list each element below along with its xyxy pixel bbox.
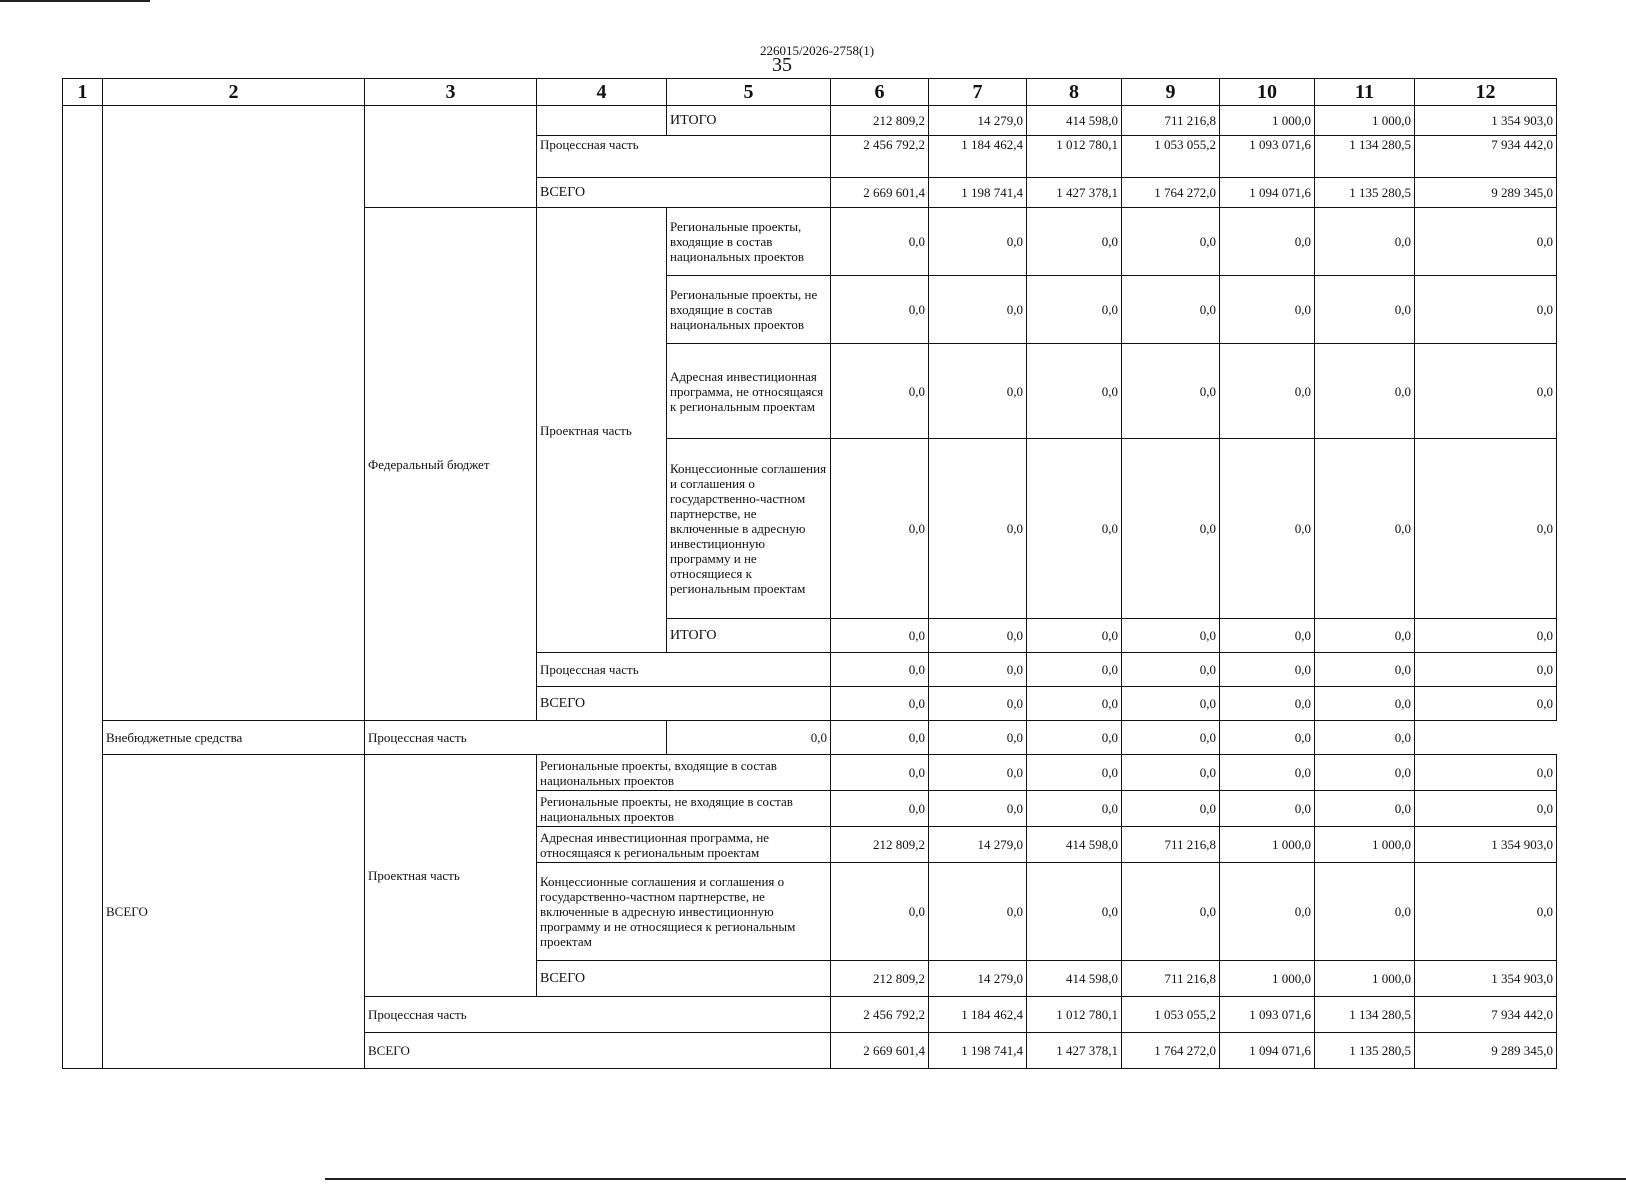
value-cell: 1 135 280,5 xyxy=(1315,1033,1415,1069)
value-cell: 0,0 xyxy=(1415,344,1557,439)
value-cell: 0,0 xyxy=(1122,791,1220,827)
table-row xyxy=(63,721,1557,755)
value-cell: 0,0 xyxy=(1027,344,1122,439)
value-cell: 0,0 xyxy=(1220,439,1315,619)
value-cell: 1 427 378,1 xyxy=(1027,1033,1122,1069)
value-cell: 0,0 xyxy=(667,721,831,755)
value-cell: 0,0 xyxy=(1027,721,1122,755)
value-cell: 0,0 xyxy=(1122,755,1220,791)
value-cell: 1 094 071,6 xyxy=(1220,1033,1315,1069)
column-header: 1 xyxy=(63,79,103,106)
value-cell: 1 012 780,1 xyxy=(1027,136,1122,178)
value-cell: 0,0 xyxy=(1027,208,1122,276)
column-header: 12 xyxy=(1415,79,1557,106)
value-cell: 0,0 xyxy=(1415,687,1557,721)
value-cell: 0,0 xyxy=(1122,276,1220,344)
value-cell: 0,0 xyxy=(1027,687,1122,721)
column-header: 10 xyxy=(1220,79,1315,106)
value-cell: 0,0 xyxy=(1122,721,1220,755)
value-cell: 7 934 442,0 xyxy=(1415,136,1557,178)
column-header: 2 xyxy=(103,79,365,106)
column-header: 8 xyxy=(1027,79,1122,106)
value-cell: 2 669 601,4 xyxy=(831,178,929,208)
value-cell: 0,0 xyxy=(831,791,929,827)
row-label: ВСЕГО xyxy=(537,687,831,721)
project-part-label: Проектная часть xyxy=(537,208,667,653)
value-cell: 0,0 xyxy=(1220,863,1315,961)
row-label: ВСЕГО xyxy=(365,1033,831,1069)
row-label: Региональные проекты, не входящие в состав национальных проектов xyxy=(667,276,831,344)
row-label: Концессионные соглашения и соглашения о государственно-частном партнерстве, не включенные в адресную инвестиционную программу и не относящиеся к региональным проектам xyxy=(667,439,831,619)
row-label: Региональные проекты, не входящие в состав национальных проектов xyxy=(537,791,831,827)
document-number: 226015/2026-2758(1) xyxy=(760,43,875,58)
value-cell: 0,0 xyxy=(929,619,1027,653)
value-cell: 0,0 xyxy=(1415,276,1557,344)
value-cell: 0,0 xyxy=(831,439,929,619)
value-cell: 1 093 071,6 xyxy=(1220,997,1315,1033)
value-cell: 0,0 xyxy=(929,755,1027,791)
value-cell: 0,0 xyxy=(1027,653,1122,687)
value-cell: 414 598,0 xyxy=(1027,106,1122,136)
value-cell: 0,0 xyxy=(831,687,929,721)
value-cell: 1 000,0 xyxy=(1220,827,1315,863)
value-cell: 1 000,0 xyxy=(1315,961,1415,997)
value-cell: 0,0 xyxy=(1315,687,1415,721)
row-label: Региональные проекты, входящие в состав национальных проектов xyxy=(667,208,831,276)
value-cell: 0,0 xyxy=(929,344,1027,439)
value-cell: 711 216,8 xyxy=(1122,106,1220,136)
value-cell: 0,0 xyxy=(1315,755,1415,791)
row-label: ИТОГО xyxy=(667,106,831,136)
value-cell: 0,0 xyxy=(929,687,1027,721)
value-cell: 1 354 903,0 xyxy=(1415,106,1557,136)
federal-budget-label: Федеральный бюджет xyxy=(365,208,537,721)
value-cell: 1 427 378,1 xyxy=(1027,178,1122,208)
row-label: Адресная инвестиционная программа, не относящаяся к региональным проектам xyxy=(537,827,831,863)
cell-col1 xyxy=(63,106,103,1069)
value-cell: 0,0 xyxy=(1415,208,1557,276)
row-label: Концессионные соглашения и соглашения о государственно-частном партнерстве, не включенные в адресную инвестиционную программу и не относящиеся к региональным проектам xyxy=(537,863,831,961)
value-cell: 14 279,0 xyxy=(929,961,1027,997)
value-cell: 1 053 055,2 xyxy=(1122,997,1220,1033)
value-cell: 0,0 xyxy=(1220,653,1315,687)
column-number-row xyxy=(63,79,1557,106)
value-cell: 0,0 xyxy=(1122,344,1220,439)
value-cell: 1 053 055,2 xyxy=(1122,136,1220,178)
value-cell: 0,0 xyxy=(1027,439,1122,619)
value-cell: 0,0 xyxy=(1220,276,1315,344)
column-header: 3 xyxy=(365,79,537,106)
value-cell: 1 354 903,0 xyxy=(1415,961,1557,997)
value-cell: 1 184 462,4 xyxy=(929,997,1027,1033)
value-cell: 0,0 xyxy=(929,439,1027,619)
value-cell: 14 279,0 xyxy=(929,106,1027,136)
value-cell: 0,0 xyxy=(1122,619,1220,653)
value-cell: 0,0 xyxy=(1315,208,1415,276)
value-cell: 0,0 xyxy=(1315,344,1415,439)
value-cell: 0,0 xyxy=(831,755,929,791)
value-cell: 9 289 345,0 xyxy=(1415,1033,1557,1069)
row-label: Процессная часть xyxy=(537,653,831,687)
value-cell: 711 216,8 xyxy=(1122,961,1220,997)
value-cell: 1 198 741,4 xyxy=(929,1033,1027,1069)
value-cell: 1 184 462,4 xyxy=(929,136,1027,178)
value-cell: 0,0 xyxy=(831,208,929,276)
row-label: Процессная часть xyxy=(537,136,831,178)
value-cell: 0,0 xyxy=(1220,791,1315,827)
value-cell: 0,0 xyxy=(1415,619,1557,653)
value-cell: 1 094 071,6 xyxy=(1220,178,1315,208)
value-cell: 0,0 xyxy=(1315,721,1415,755)
column-header: 7 xyxy=(929,79,1027,106)
value-cell: 0,0 xyxy=(1315,653,1415,687)
table-row xyxy=(63,106,1557,136)
value-cell: 1 093 071,6 xyxy=(1220,136,1315,178)
value-cell: 0,0 xyxy=(1122,687,1220,721)
value-cell: 414 598,0 xyxy=(1027,827,1122,863)
value-cell: 0,0 xyxy=(929,791,1027,827)
cell-col2 xyxy=(103,106,365,721)
column-header: 9 xyxy=(1122,79,1220,106)
value-cell: 0,0 xyxy=(1315,439,1415,619)
value-cell: 0,0 xyxy=(1220,755,1315,791)
value-cell: 2 669 601,4 xyxy=(831,1033,929,1069)
value-cell: 0,0 xyxy=(1122,863,1220,961)
value-cell: 0,0 xyxy=(1027,619,1122,653)
value-cell: 2 456 792,2 xyxy=(831,997,929,1033)
scan-edge-top xyxy=(0,0,150,2)
value-cell: 1 134 280,5 xyxy=(1315,997,1415,1033)
value-cell: 0,0 xyxy=(929,863,1027,961)
value-cell: 14 279,0 xyxy=(929,827,1027,863)
cell-col4 xyxy=(537,106,667,136)
value-cell: 1 354 903,0 xyxy=(1415,827,1557,863)
value-cell: 711 216,8 xyxy=(1122,827,1220,863)
value-cell: 0,0 xyxy=(1027,276,1122,344)
value-cell: 0,0 xyxy=(831,344,929,439)
value-cell: 0,0 xyxy=(1122,208,1220,276)
value-cell: 1 012 780,1 xyxy=(1027,997,1122,1033)
row-label: Адресная инвестиционная программа, не относящаяся к региональным проектам xyxy=(667,344,831,439)
value-cell: 0,0 xyxy=(831,619,929,653)
value-cell: 1 764 272,0 xyxy=(1122,1033,1220,1069)
page-number: 35 xyxy=(772,54,792,76)
value-cell: 212 809,2 xyxy=(831,827,929,863)
value-cell: 0,0 xyxy=(1122,653,1220,687)
value-cell: 0,0 xyxy=(1027,755,1122,791)
value-cell: 0,0 xyxy=(1415,653,1557,687)
grand-total-label: ВСЕГО xyxy=(103,755,365,1069)
value-cell: 0,0 xyxy=(1027,863,1122,961)
value-cell: 414 598,0 xyxy=(1027,961,1122,997)
table-row xyxy=(63,755,1557,791)
column-header: 5 xyxy=(667,79,831,106)
value-cell: 0,0 xyxy=(1220,208,1315,276)
value-cell: 212 809,2 xyxy=(831,106,929,136)
value-cell: 1 764 272,0 xyxy=(1122,178,1220,208)
row-label: ВСЕГО xyxy=(537,178,831,208)
value-cell: 0,0 xyxy=(1220,721,1315,755)
value-cell: 1 134 280,5 xyxy=(1315,136,1415,178)
row-label: Региональные проекты, входящие в состав национальных проектов xyxy=(537,755,831,791)
value-cell: 0,0 xyxy=(929,721,1027,755)
value-cell: 0,0 xyxy=(1027,791,1122,827)
value-cell: 0,0 xyxy=(1315,863,1415,961)
row-label: ИТОГО xyxy=(667,619,831,653)
column-header: 11 xyxy=(1315,79,1415,106)
value-cell: 1 000,0 xyxy=(1220,961,1315,997)
extrabudget-label: Внебюджетные средства xyxy=(103,721,365,755)
value-cell: 2 456 792,2 xyxy=(831,136,929,178)
value-cell: 1 000,0 xyxy=(1220,106,1315,136)
value-cell: 0,0 xyxy=(929,208,1027,276)
document-header xyxy=(760,43,960,76)
value-cell: 1 000,0 xyxy=(1315,827,1415,863)
value-cell: 1 000,0 xyxy=(1315,106,1415,136)
value-cell: 0,0 xyxy=(1122,439,1220,619)
value-cell: 0,0 xyxy=(1220,344,1315,439)
value-cell: 0,0 xyxy=(1415,863,1557,961)
value-cell: 0,0 xyxy=(831,276,929,344)
value-cell: 9 289 345,0 xyxy=(1415,178,1557,208)
column-header: 4 xyxy=(537,79,667,106)
value-cell: 0,0 xyxy=(1220,687,1315,721)
budget-table xyxy=(62,78,1557,1069)
value-cell: 1 135 280,5 xyxy=(1315,178,1415,208)
value-cell: 0,0 xyxy=(831,863,929,961)
column-header: 6 xyxy=(831,79,929,106)
value-cell: 0,0 xyxy=(831,721,929,755)
value-cell: 7 934 442,0 xyxy=(1415,997,1557,1033)
value-cell: 0,0 xyxy=(1315,276,1415,344)
value-cell: 0,0 xyxy=(929,276,1027,344)
row-label: Процессная часть xyxy=(365,721,667,755)
value-cell: 0,0 xyxy=(1415,439,1557,619)
value-cell: 0,0 xyxy=(831,653,929,687)
row-label: Процессная часть xyxy=(365,997,831,1033)
row-label: ВСЕГО xyxy=(537,961,831,997)
value-cell: 0,0 xyxy=(1415,755,1557,791)
cell-col3 xyxy=(365,106,537,208)
value-cell: 0,0 xyxy=(929,653,1027,687)
value-cell: 1 198 741,4 xyxy=(929,178,1027,208)
value-cell: 0,0 xyxy=(1315,619,1415,653)
value-cell: 0,0 xyxy=(1220,619,1315,653)
scan-edge-bottom xyxy=(325,1178,1626,1180)
value-cell: 0,0 xyxy=(1415,791,1557,827)
project-part-label: Проектная часть xyxy=(365,755,537,997)
value-cell: 212 809,2 xyxy=(831,961,929,997)
value-cell: 0,0 xyxy=(1315,791,1415,827)
